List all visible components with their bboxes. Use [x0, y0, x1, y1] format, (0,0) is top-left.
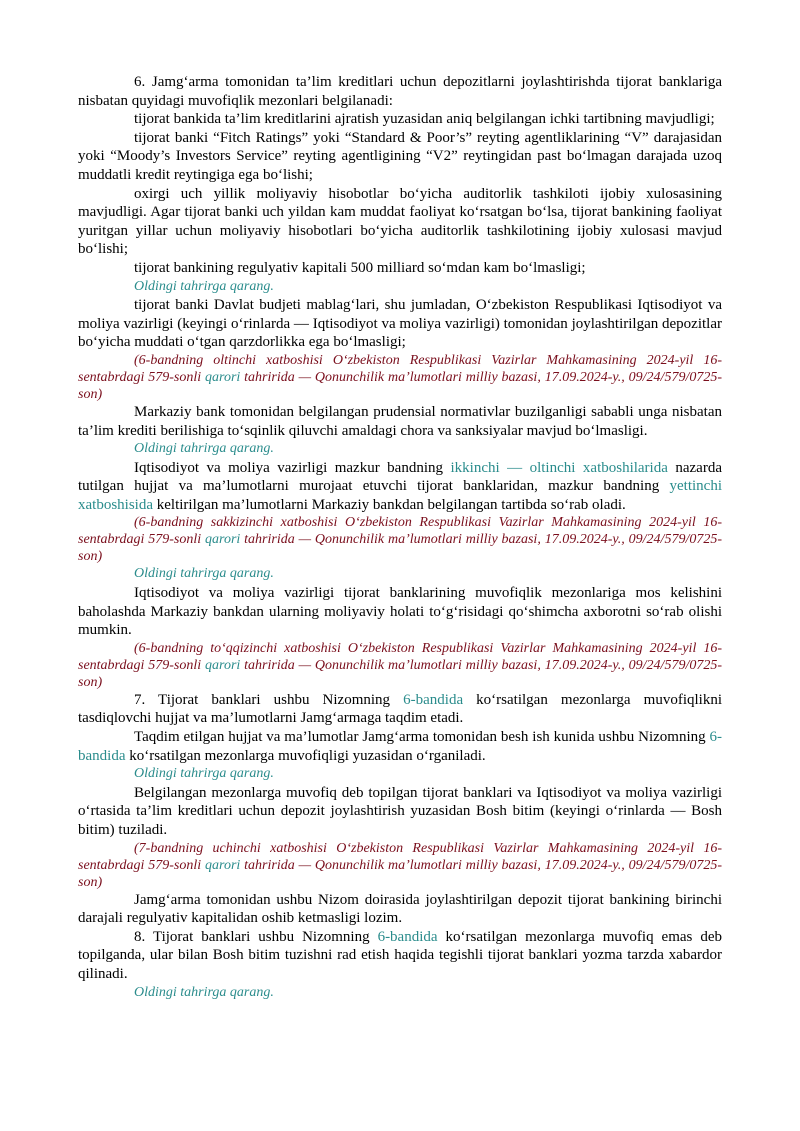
deposit-limit-paragraph: Jamg‘arma tomonidan ushbu Nizom doirasida joylashtirilgan depozit tijorat bankining birinchi darajali regulyativ kapitalidan oshib ketmasligi lozim.: [78, 891, 722, 927]
amendment-note-3: [78, 640, 722, 691]
amendment-note-text: tahririda — Qonunchilik ma’lumotlari milliy bazasi, 17.09.2024-y., 09/24/579/0725-son): [78, 657, 722, 690]
paragraph-6-link-3[interactable]: 6-bandida: [377, 928, 438, 945]
paragraph-text: Taqdim etilgan hujjat va ma’lumotlar Jamg‘arma tomonidan besh ish kunida ushbu Nizomning: [134, 729, 710, 746]
amendment-note-text: (6-bandning sakkizinchi xatboshisi O‘zbekiston Respublikasi Vazirlar Mahkamasining 2024-yil 16-sentabrdagi 579-sonli: [78, 515, 722, 548]
review-paragraph: [78, 728, 722, 765]
criterion-no-sanctions: Markaziy bank tomonidan belgilangan prudensial normativlar buzilganligi sababli unga nisbatan ta’lim krediti berilishiga to‘sqinlik qiluvchi amaldagi chora va sanksiyalar mavjud bo‘lmasligi.: [78, 403, 722, 439]
previous-edition-link-2[interactable]: Oldingi tahrirga qarang.: [134, 441, 274, 457]
criterion-credit-rating: tijorat banki “Fitch Ratings” yoki “Standard & Poor’s” reyting agentliklarining “V” darajasidan yoki “Moody’s Investors Service” reyting agentligining “V2” reytingidan past bo‘lmagan darajada uzoq muddatli kredit reytingiga ega bo‘lishi;: [78, 129, 722, 183]
paragraph-text: ko‘rsatilgan mezonlarga muvofiqlikni tasdiqlovchi hujjat va ma’lumotlarni Jamg‘armaga taqdim etadi.: [78, 691, 722, 727]
paragraph-8-rejection: [78, 928, 722, 984]
amendment-note-2: [78, 514, 722, 565]
paragraph-text: ko‘rsatilgan mezonlarga muvofiq emas deb topilganda, ular bilan Bosh bitim tuzishni rad etish haqida tegishli tijorat banklari yozma tarzda xabardor qilinadi.: [78, 928, 722, 982]
criterion-regulatory-capital: tijorat bankining regulyativ kapitali 500 milliard so‘mdan kam bo‘lmasligi;: [134, 259, 586, 276]
paragraph-text: 8. Tijorat banklari ushbu Nizomning: [134, 928, 378, 945]
criterion-internal-procedure: tijorat bankida ta’lim kreditlarini ajratish yuzasidan aniq belgilangan ichki tartibning mavjudligi;: [134, 111, 715, 128]
paragraph-text: Iqtisodiyot va moliya vazirligi mazkur bandning: [134, 459, 451, 476]
resolution-link-1[interactable]: qarori: [205, 369, 241, 385]
paragraph-6-link-1[interactable]: 6-bandida: [403, 691, 464, 708]
amendment-note-text: tahririda — Qonunchilik ma’lumotlari milliy bazasi, 17.09.2024-y., 09/24/579/0725-son): [78, 857, 722, 890]
amendment-note-text: tahririda — Qonunchilik ma’lumotlari milliy bazasi, 17.09.2024-y., 09/24/579/0725-son): [78, 532, 722, 565]
paragraph-7-link[interactable]: yettinchi xatboshisida: [78, 478, 722, 513]
paragraph-6-link-2[interactable]: 6-bandida: [78, 729, 722, 764]
ministry-additional-info-paragraph: Iqtisodiyot va moliya vazirligi tijorat banklarining muvofiqlik mezonlariga mos kelishini baholashda Markaziy bankdan ularning moliyaviy holati to‘g‘risidagi qo‘shimcha axborotni so‘rab olishi mumkin.: [78, 585, 722, 639]
criterion-audit-opinion: oxirgi uch yillik moliyaviy hisobotlar bo‘yicha auditorlik tashkiloti ijobiy xulosasining mavjudligi. Agar tijorat banki uch yildan kam muddat faoliyat ko‘rsatgan bo‘lsa, tijorat bankining faoliyat yuritgan yillar uchun moliyaviy hisobotlari bo‘yicha auditorlik tashkilotining ijobiy xulosasi mavjud bo‘lishi;: [78, 185, 722, 258]
previous-edition-link-5[interactable]: Oldingi tahrirga qarang.: [134, 984, 274, 1000]
amendment-note-4: [78, 840, 722, 891]
previous-edition-link-3[interactable]: Oldingi tahrirga qarang.: [134, 566, 274, 582]
resolution-link-4[interactable]: qarori: [205, 857, 241, 873]
resolution-link-3[interactable]: qarori: [205, 657, 241, 673]
paragraph-text: 7. Tijorat banklari ushbu Nizomning: [134, 691, 404, 708]
amendment-note-text: (6-bandning oltinchi xatboshisi O‘zbekiston Respublikasi Vazirlar Mahkamasining 2024-yil 16-sentabrdagi 579-sonli: [78, 352, 722, 385]
general-agreement-paragraph: Belgilangan mezonlarga muvofiq deb topilgan tijorat banklari va Iqtisodiyot va moliya vazirligi o‘rtasida ta’lim kreditlari uchun depozit joylashtirish yuzasidan Bosh bitim (keyingi o‘rinlarda — Bosh bitim) tuziladi.: [78, 784, 722, 838]
amendment-note-text: (7-bandning uchinchi xatboshisi O‘zbekiston Respublikasi Vazirlar Mahkamasining 2024-yil 16-sentabrdagi 579-sonli: [78, 840, 722, 873]
paragraph-text: nazarda tutilgan hujjat va ma’lumotlarni murojaat etuvchi tijorat banklaridan, mazkur bandning: [78, 459, 722, 495]
amendment-note-text: tahririda — Qonunchilik ma’lumotlari milliy bazasi, 17.09.2024-y., 09/24/579/0725-son): [78, 369, 722, 402]
paragraph-6-intro: 6. Jamg‘arma tomonidan ta’lim kreditlari uchun depozitlarni joylashtirishda tijorat banklariga nisbatan quyidagi muvofiqlik mezonlari belgilanadi:: [78, 74, 722, 109]
previous-edition-link-1[interactable]: Oldingi tahrirga qarang.: [134, 278, 274, 294]
criterion-no-overdue-debt: tijorat banki Davlat budjeti mablag‘lari, shu jumladan, O‘zbekiston Respublikasi Iqtisodiyot va moliya vazirligi (keyingi o‘rinlarda — Iqtisodiyot va moliya vazirligi) tomonidan joylashtirilgan depozitlar bo‘yicha muddati o‘tgan qarzdorlikka ega bo‘lmasligi;: [78, 297, 722, 351]
amendment-note-1: [78, 352, 722, 403]
amendment-note-text: (6-bandning to‘qqizinchi xatboshisi O‘zbekiston Respublikasi Vazirlar Mahkamasining 2024-yil 16-sentabrdagi 579-sonli: [78, 640, 722, 673]
previous-edition-link-4[interactable]: Oldingi tahrirga qarang.: [134, 766, 274, 782]
resolution-link-2[interactable]: qarori: [205, 532, 241, 548]
paragraph-text: keltirilgan ma’lumotlarni Markaziy bankdan belgilangan tartibda so‘rab oladi.: [153, 496, 626, 513]
paragraph-7-submission: [78, 691, 722, 728]
paragraph-text: ko‘rsatilgan mezonlarga muvofiqligi yuzasidan o‘rganiladi.: [125, 747, 486, 764]
paragraphs-2-6-link[interactable]: ikkinchi — oltinchi xatboshilarida: [450, 459, 668, 476]
ministry-requests-paragraph: [78, 459, 722, 515]
